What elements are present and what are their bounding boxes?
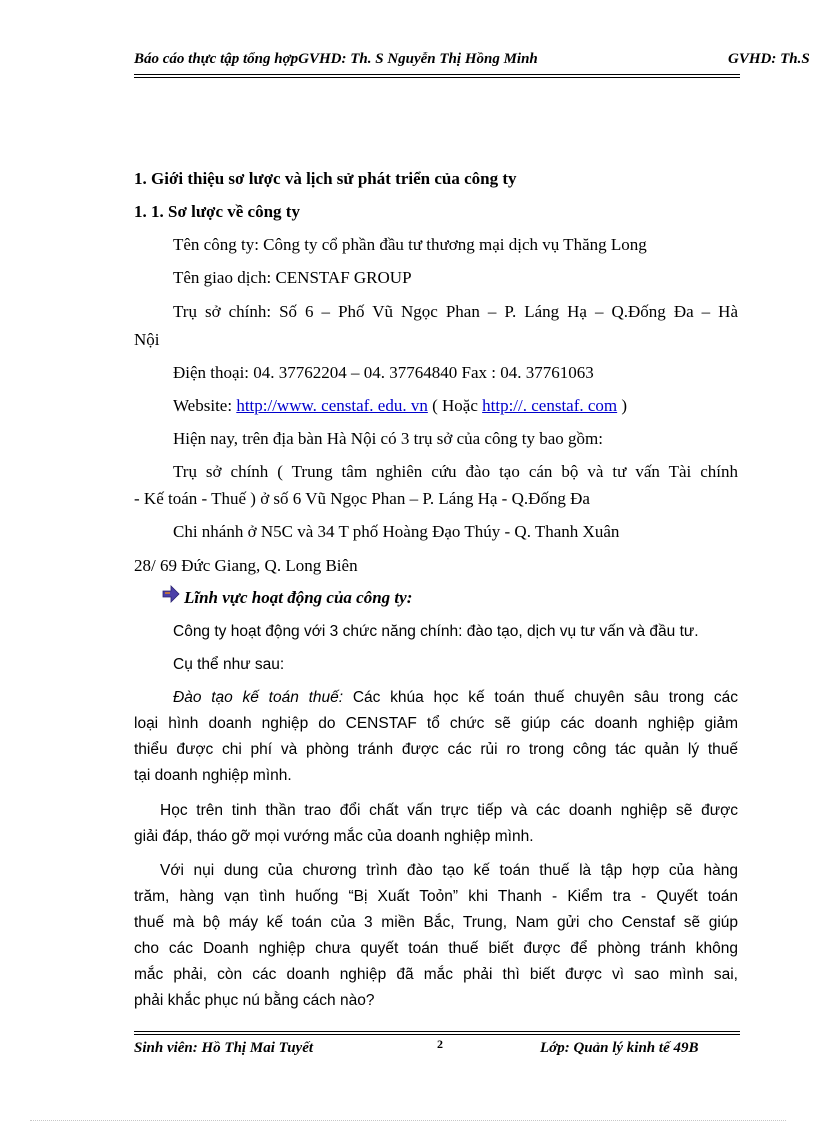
- office3: 28/ 69 Đức Giang, Q. Long Biên: [134, 556, 358, 575]
- p1-line1: [173, 689, 738, 707]
- footer-rule: [134, 1031, 740, 1032]
- footer-class: Lớp: Quản lý kinh tế 49B: [540, 1040, 699, 1056]
- p1-line4: tại doanh nghiệp mình.: [134, 767, 292, 784]
- header-rule: [134, 74, 740, 75]
- headquarters-line1: Trụ sở chính: Số 6 – Phố Vũ Ngọc Phan – P. Láng Hạ – Q.Đống Đa – Hà: [173, 302, 738, 321]
- office1-line2: - Kế toán - Thuế ) ở số 6 Vũ Ngọc Phan – P. Láng Hạ - Q.Đống Đa: [134, 489, 590, 508]
- company-name: Tên công ty: Công ty cổ phần đầu tư thương mại dịch vụ Thăng Long: [173, 235, 647, 254]
- footer-rule-2: [134, 1034, 740, 1035]
- p3-line3: thuế mà bộ máy kế toán của 3 miền Bắc, Trung, Nam gửi cho Censtaf sẽ giúp: [134, 914, 738, 931]
- offices-intro: Hiện nay, trên địa bàn Hà Nội có 3 trụ sở của công ty bao gồm:: [173, 429, 603, 448]
- p1-line3: thiểu được chi phí và phòng tránh được các rủi ro trong công tác quản lý thuế: [134, 741, 738, 758]
- page-bottom-divider: [30, 1120, 786, 1121]
- p3-line6: phải khắc phục nú bằng cách nào?: [134, 992, 375, 1009]
- header-rule-2: [134, 77, 740, 78]
- p2-line2: giải đáp, tháo gỡ mọi vướng mắc của doanh nghiệp mình.: [134, 828, 534, 845]
- office2: Chi nhánh ở N5C và 34 T phố Hoàng Đạo Thúy - Q. Thanh Xuân: [173, 522, 620, 541]
- p3-line5: mắc phải, còn các doanh nghiệp đã mắc phải thì biết được vì sao mình sai,: [134, 966, 738, 983]
- header-left: Báo cáo thực tập tổng hợpGVHD: Th. S Nguyễn Thị Hồng Minh: [134, 51, 538, 67]
- p1-lead: Đào tạo kế toán thuế:: [173, 689, 344, 706]
- p3-line4: cho các Doanh nghiệp chưa quyết toán thuế biết được để phòng tránh không: [134, 940, 738, 957]
- activities-intro: Công ty hoạt động với 3 chức năng chính: đào tạo, dịch vụ tư vấn và đầu tư.: [173, 623, 699, 640]
- alt-open: ( Hoặc: [427, 396, 483, 415]
- section-title: 1. Giới thiệu sơ lược và lịch sử phát triển của công ty: [134, 169, 517, 188]
- website-line: [173, 397, 627, 414]
- phone-fax: Điện thoại: 04. 37762204 – 04. 37764840 Fax : 04. 37761063: [173, 363, 594, 382]
- p3-line1: Với nụi dung của chương trình đào tạo kế toán thuế là tập hợp của hàng: [160, 862, 738, 879]
- footer-student: Sinh viên: Hồ Thị Mai Tuyết: [134, 1040, 314, 1056]
- p2-line1: Học trên tinh thần trao đổi chất vấn trực tiếp và các doanh nghiệp sẽ được: [160, 802, 738, 819]
- page-number: 2: [437, 1037, 443, 1051]
- website-link[interactable]: http://www. censtaf. edu. vn: [236, 396, 428, 415]
- website-label: Website:: [173, 396, 237, 415]
- p1-line1-rest: Các khúa học kế toán thuế chuyên sâu trong các: [343, 689, 739, 706]
- p1-line2: loại hình doanh nghiệp do CENSTAF tổ chức sẽ giúp các doanh nghiệp giảm: [134, 715, 738, 732]
- activities-detail: Cụ thể như sau:: [173, 656, 285, 673]
- subsection-title: 1. 1. Sơ lược về công ty: [134, 202, 300, 221]
- p3-line2: trăm, hàng vạn tình huống “Bị Xuất Toỏn” khi Thanh - Kiểm tra - Quyết toán: [134, 888, 738, 905]
- header-right: GVHD: Th.S: [728, 51, 810, 67]
- alt-website-link[interactable]: http://. censtaf. com: [482, 396, 618, 415]
- trade-name: Tên giao dịch: CENSTAF GROUP: [173, 268, 412, 287]
- office1-line1: Trụ sở chính ( Trung tâm nghiên cứu đào tạo cán bộ và tư vấn Tài chính: [173, 462, 738, 481]
- arrow-bullet-icon: [162, 585, 180, 603]
- headquarters-line2: Nội: [134, 330, 160, 349]
- alt-close: ): [617, 396, 628, 415]
- activities-heading: Lĩnh vực hoạt động của công ty:: [184, 588, 413, 607]
